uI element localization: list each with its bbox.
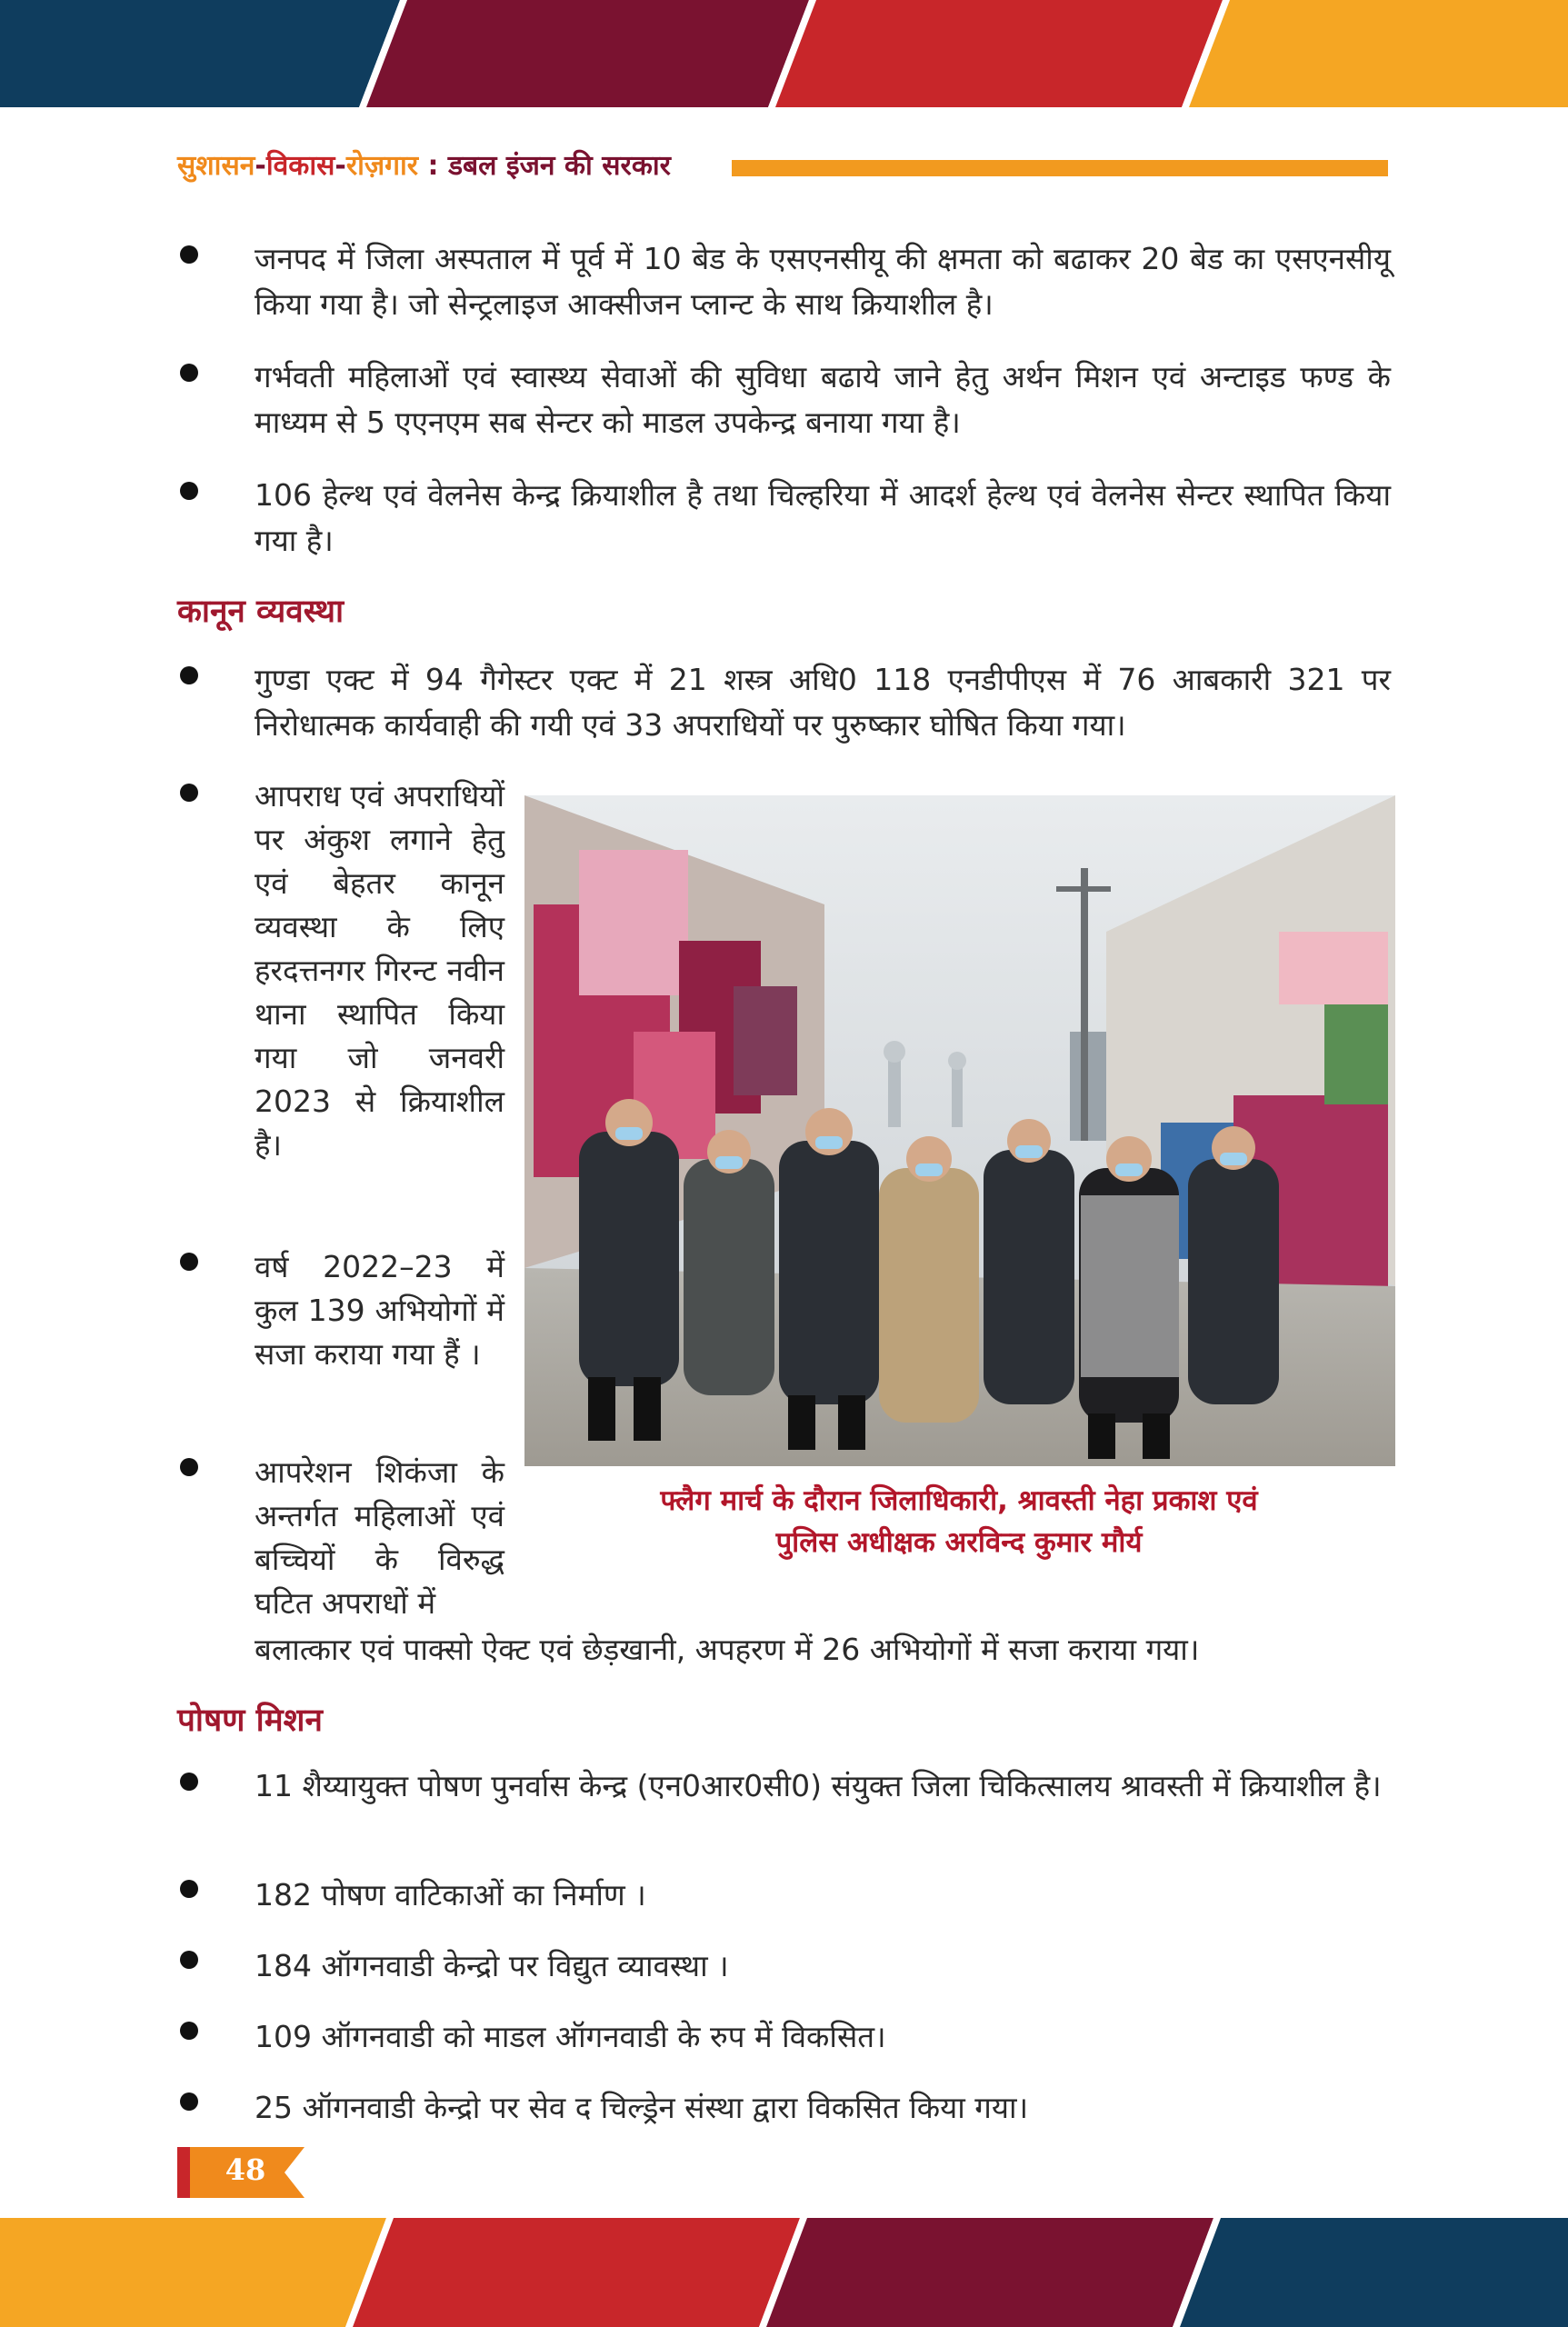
- page-number-badge: [177, 2147, 305, 2198]
- nutrition-item-5: 25 ऑगनवाडी केन्द्रो पर सेव द चिल्ड्रेन संस्था द्वारा विकसित किया गया।: [255, 2090, 1029, 2125]
- bullet-icon: [180, 784, 198, 802]
- law-item-2: आपराध एवं अपराधियों पर अंकुश लगाने हेतु एवं बेहतर कानून व्यवस्था के लिए हरदत्तनगर गिरन्ट नवीन थाना स्थापित किया गया जो जनवरी 2023 से क्रियाशील है।: [255, 778, 504, 1163]
- bullet-icon: [180, 2022, 198, 2040]
- health-item-1: जनपद में जिला अस्पताल में पूर्व में 10 बेड के एसएनसीयू की क्षमता को बढाकर 20 बेड का एसएनसीयू किया गया है। जो सेन्ट्रलाइज आक्सीजन प्लान्ट के साथ क्रियाशील है।: [255, 241, 1391, 322]
- page-number: 48: [225, 2152, 266, 2187]
- flag-march-photo: [524, 795, 1395, 1466]
- health-item-3: 106 हेल्थ एवं वेलनेस केन्द्र क्रियाशील है तथा चिल्हरिया में आदर्श हेल्थ एवं वेलनेस सेन्टर स्थापित किया गया है।: [255, 477, 1391, 558]
- nutrition-item-2: 182 पोषण वाटिकाओं का निर्माण ।: [255, 1877, 646, 1913]
- law-item-3: वर्ष 2022–23 में कुल 139 अभियोगों में सजा कराया गया हैं ।: [255, 1249, 504, 1372]
- nutrition-item-3: 184 ऑगनवाडी केन्द्रो पर विद्युत व्यावस्था ।: [255, 1948, 729, 1983]
- section-heading-law: कानून व्यवस्था: [177, 594, 345, 630]
- photo-caption: फ्लैग मार्च के दौरान जिलाधिकारी, श्रावस्ती नेहा प्रकाश एवं पुलिस अधीक्षक अरविन्द कुमार मौर्य: [660, 1484, 1258, 1559]
- section-heading-nutrition: पोषण मिशन: [177, 1703, 323, 1739]
- bottom-color-band: [0, 2218, 1568, 2327]
- bullet-icon: [180, 1253, 198, 1271]
- bullet-icon: [180, 1880, 198, 1898]
- bullet-icon: [180, 1773, 198, 1791]
- top-color-band: [0, 0, 1568, 107]
- law-item-4-part1: आपरेशन शिकंजा के अन्तर्गत महिलाओं एवं बच्चियों के विरुद्ध घटित अपराधों में: [255, 1454, 504, 1621]
- nutrition-item-1: 11 शैय्यायुक्त पोषण पुनर्वास केन्द्र (एन0आर0सी0) संयुक्त जिला चिकित्सालय श्रावस्ती में क्रियाशील है।: [255, 1768, 1382, 1803]
- bullet-icon: [180, 1458, 198, 1476]
- bullet-icon: [180, 245, 198, 264]
- bullet-icon: [180, 1951, 198, 1969]
- page-header: [177, 145, 1395, 185]
- header-title: सुशासन-विकास-रोज़गार : डबल इंजन की सरकार: [177, 150, 671, 182]
- law-item-1: गुण्डा एक्ट में 94 गैगेस्टर एक्ट में 21 शस्त्र अधि0 118 एनडीपीएस में 76 आबकारी 321 पर निरोधात्मक कार्यवाही की गयी एवं 33 अपराधियों पर पुरुष्कार घोषित किया गया।: [255, 662, 1391, 743]
- law-item-4-part2: बलात्कार एवं पाक्सो ऐक्ट एवं छेड़खानी, अपहरण में 26 अभियोगों में सजा कराया गया।: [255, 1632, 1200, 1667]
- bullet-icon: [180, 364, 198, 382]
- nutrition-item-4: 109 ऑगनवाडी को माडल ऑगनवाडी के रुप में विकसित।: [255, 2019, 886, 2054]
- bullet-icon: [180, 482, 198, 500]
- header-rule: [732, 160, 1388, 176]
- bullet-icon: [180, 666, 198, 684]
- bullet-icon: [180, 2092, 198, 2111]
- health-item-2: गर्भवती महिलाओं एवं स्वास्थ्य सेवाओं की सुविधा बढाये जाने हेतु अर्थन मिशन एवं अन्टाइड फण्ड के माध्यम से 5 एएनएम सब सेन्टर को माडल उपकेन्द्र बनाया गया है।: [255, 359, 1391, 440]
